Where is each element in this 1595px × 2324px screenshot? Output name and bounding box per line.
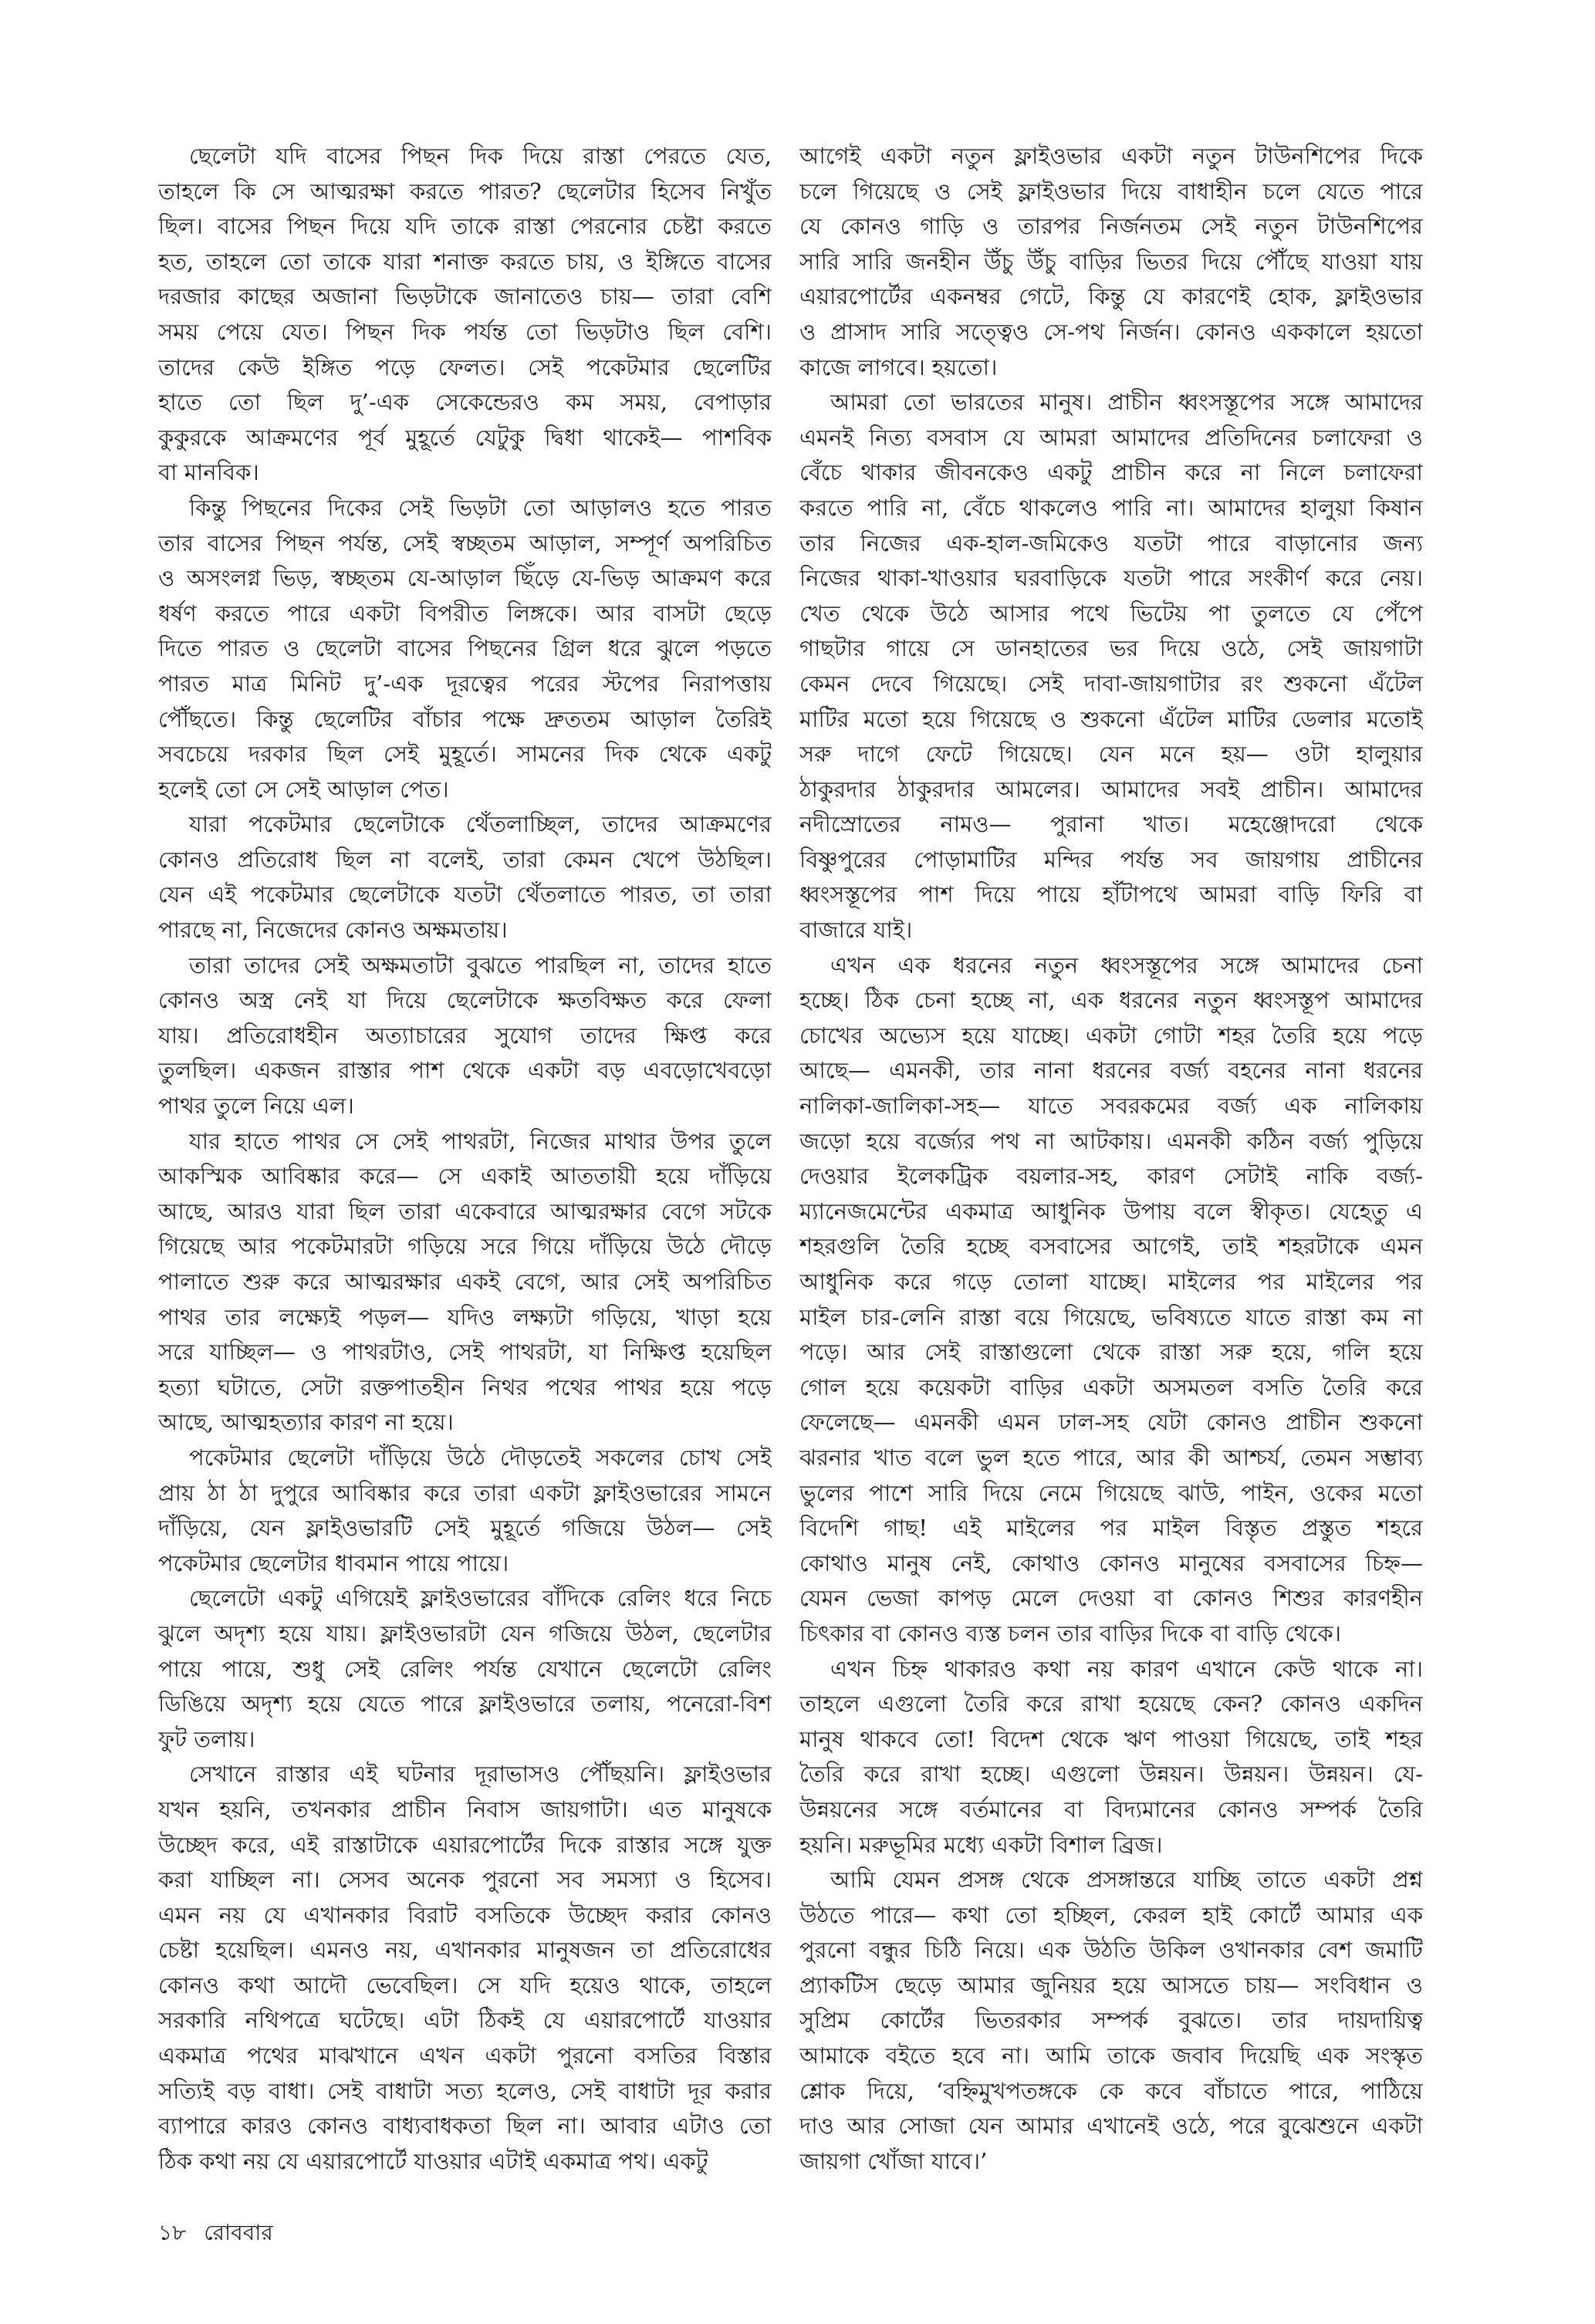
page-footer: [158, 2216, 284, 2252]
text-line: চলে গিয়েছে ও সেই ফ্লাইওভার দিয়ে বাধাহীন চলে যেতে পারে: [799, 177, 1423, 204]
text-line: ছেলেটো একটু এগিয়েই ফ্লাইওভারের বাঁদিকে রেলিং ধরে নিচে: [189, 1585, 772, 1612]
text-line: যখন হয়নি, তখনকার প্রাচীন নিবাস জায়গাটা। এত মানুষকে: [158, 1795, 772, 1822]
text-line: সারি সারি জনহীন উঁচু উঁচু বাড়ির ভিতর দিয়ে পৌঁছে যাওয়া যায়: [799, 248, 1423, 275]
text-line: পুরনো বন্ধুর চিঠি নিয়ে। এক উঠতি উকিল ওখানকার বেশ জমাটি: [799, 1937, 1423, 1964]
text-line: ঠাকুরদার ঠাকুরদার আমলের। আমাদের সবই প্রাচীন। আমাদের: [799, 775, 1423, 802]
text-line: ঝুলে অদৃশ্য হয়ে যায়। ফ্লাইওভারটা যেন গজিয়ে উঠল, ছেলেটার: [158, 1620, 772, 1647]
text-line: কিন্তু পিছনের দিকের সেই ভিড়টা তো আড়ালও হতে পারত: [189, 494, 772, 521]
text-line: পায়ে পায়ে, শুধু সেই রেলিং পর্যন্ত যেখানে ছেলেটো রেলিং: [158, 1655, 772, 1682]
text-line: এমন নয় যে এখানকার বিরাট বসতিকে উচ্ছেদ করার কোনও: [158, 1901, 772, 1928]
text-line: তাদের কেউ ইঙ্গিত পড়ে ফেলত। সেই পকেটমার ছেলেটির: [158, 353, 772, 380]
text-line: কুকুরকে আক্রমণের পূর্ব মুহূর্তে যেটুকু দ্বিধা থাকেই— পাশবিক: [158, 424, 772, 451]
text-line: দিতে পারত ও ছেলেটা বাসের পিছনের গ্রিল ধরে ঝুলে পড়তে: [158, 635, 772, 662]
text-line: কোনও অস্ত্র নেই যা দিয়ে ছেলেটাকে ক্ষতবিক্ষত করে ফেলা: [158, 987, 772, 1014]
right-column: [799, 139, 1423, 2179]
text-line: বাজারে যাই।: [799, 917, 913, 944]
text-line: আছে— এমনকী, তার নানা ধরনের বর্জ্য বহনের নানা ধরনের: [799, 1057, 1423, 1084]
text-line: যেন এই পকেটমার ছেলেটাকে যতটা থেঁতলাতে পারত, তা তারা: [158, 881, 772, 908]
text-line: ফুট তলায়।: [158, 1725, 255, 1752]
text-line: করতে পারি না, বেঁচে থাকলেও পারি না। আমাদের হালুয়া কিষান: [799, 494, 1423, 521]
text-line: ও প্রাসাদ সারি সত্ত্বেও সে-পথ নির্জন। কোনও এককালে হয়তো: [799, 318, 1423, 345]
text-line: কোনও কথা আদৌ ভেবেছিল। সে যদি হয়েও থাকে, তাহলে: [158, 1971, 772, 1998]
text-line: আছে, আরও যারা ছিল তারা একেবারে আত্মরক্ষার বেগে সটকে: [158, 1197, 772, 1224]
paragraph: [799, 1652, 1423, 1863]
text-line: ডিঙিয়ে অদৃশ্য হয়ে যেতে পারে ফ্লাইওভারে তলায়, পনেরো-বিশ: [158, 1691, 772, 1718]
text-line: সরু দাগে ফেটে গিয়েছে। যেন মনে হয়— ওটা হালুয়ার: [799, 741, 1423, 768]
text-line: তারা তাদের সেই অক্ষমতাটা বুঝতে পারছিল না, তাদের হাতে: [189, 951, 772, 978]
text-line: কোথাও মানুষ নেই, কোথাও কোনও মানুষের বসবাসের চিহ্ন—: [799, 1549, 1423, 1576]
text-line: উঠতে পারে— কথা তো হচ্ছিল, কেরল হাই কোর্টে আমার এক: [799, 1901, 1423, 1928]
text-line: হাতে তো ছিল দু’-এক সেকেন্ডেরও কম সময়, বেপাড়ার: [158, 389, 772, 416]
text-line: চেষ্টা হয়েছিল। এমনও নয়, এখানকার মানুষজন তা প্রতিরোধের: [158, 1937, 772, 1964]
text-line: চিৎকার বা কোনও ব্যস্ত চলন তার বাড়ির দিকে বা বাড়ি থেকে।: [799, 1620, 1341, 1647]
text-line: ও অসংলগ্ন ভিড়, স্বচ্ছতম যে-আড়াল ছিঁড়ে যে-ভিড় আক্রমণ করে: [158, 565, 772, 592]
text-line: তার বাসের পিছন পর্যন্ত, সেই স্বচ্ছতম আড়াল, সম্পূর্ণ অপরিচিত: [158, 529, 772, 556]
text-line: সরে যাচ্ছিল— ও পাথরটাও, সেই পাথরটা, যা নিক্ষিপ্ত হয়েছিল: [158, 1339, 772, 1366]
text-line: এখন চিহ্ন থাকারও কথা নয় কারণ এখানে কেউ থাকে না।: [830, 1655, 1423, 1682]
text-line: পকেটমার ছেলেটার ধাবমান পায়ে পায়ে।: [158, 1549, 509, 1576]
text-line: ব্যাপারে কারও কোনও বাধ্যবাধকতা ছিল না। আবার এটাও তো: [158, 2113, 772, 2140]
text-line: মাটির মতো হয়ে গিয়েছে ও শুকনো এঁটেল মাটির ডেলার মতোই: [799, 705, 1423, 732]
text-line: সুপ্রিম কোর্টের ভিতরকার সম্পর্ক বুঝতে। তার দায়দায়িত্ব: [799, 2007, 1423, 2034]
text-line: বিদেশি গাছ! এই মাইলের পর মাইল বিস্তৃত প্রস্তুত শহরে: [799, 1515, 1423, 1542]
paragraph: [799, 1863, 1423, 2179]
text-line: আধুনিক করে গড়ে তোলা যাচ্ছে। মাইলের পর মাইলের পর: [799, 1268, 1423, 1295]
text-line: যায়। প্রতিরোধহীন অত্যাচারের সুযোগ তাদের ক্ষিপ্ত করে: [158, 1022, 772, 1049]
text-line: বেঁচে থাকার জীবনকেও একটু প্রাচীন করে না নিলে চলাফেরা: [799, 459, 1423, 486]
text-line: আমি যেমন প্রসঙ্গ থেকে প্রসঙ্গান্তরে যাচ্ছি তাতে একটা প্রশ্ন: [830, 1866, 1423, 1893]
text-line: জড়ো হয়ে বর্জ্যের পথ না আটকায়। এমনকী কঠিন বর্জ্য পুড়িয়ে: [799, 1127, 1423, 1154]
text-line: চোখের অভ্যেস হয়ে যাচ্ছে। একটা গোটা শহর তৈরি হয়ে পড়ে: [799, 1022, 1423, 1049]
text-line: গিয়েছে আর পকেটমারটা গড়িয়ে সরে গিয়ে দাঁড়িয়ে উঠে দৌড়ে: [158, 1233, 772, 1260]
left-column: [158, 139, 772, 2179]
text-line: আছে, আত্মহত্যার কারণ না হয়ে।: [158, 1409, 454, 1436]
paragraph: [158, 948, 772, 1124]
text-line: পৌঁছতে। কিন্তু ছেলেটির বাঁচার পক্ষে দ্রুততম আড়াল তৈরিই: [158, 705, 772, 732]
text-line: ফেলেছে— এমনকী এমন ঢাল-সহ যেটা কোনও প্রাচীন শুকনো: [799, 1409, 1423, 1436]
text-line: ম্যানেজমেন্টের একমাত্র আধুনিক উপায় বলে স্বীকৃত। যেহেতু এ: [799, 1197, 1423, 1224]
text-line: পাথর তুলে নিয়ে এল।: [158, 1093, 354, 1120]
text-line: সরকারি নথিপত্রে ঘটেছে। এটা ঠিকই যে এয়ারপোর্টে যাওয়ার: [158, 2007, 772, 2034]
text-line: যেমন ভেজা কাপড় মেলে দেওয়া বা কোনও শিশুর কারণহীন: [799, 1585, 1423, 1612]
text-line: তৈরি করে রাখা হচ্ছে। এগুলো উন্নয়ন। উন্নয়ন। উন্নয়ন। যে-: [799, 1761, 1423, 1788]
text-line: আমাকে বইতে হবে না। আমি তাকে জবাব দিয়েছি এক সংস্কৃত: [799, 2042, 1423, 2069]
paragraph: [158, 1124, 772, 1441]
text-line: হয়নি। মরুভূমির মধ্যে একটা বিশাল ব্রিজ।: [799, 1831, 1163, 1858]
text-line: নিজের থাকা-খাওয়ার ঘরবাড়িকে যতটা পারে সংকীর্ণ করে নেয়।: [799, 565, 1423, 592]
text-line: মাইল চার-লেনি রাস্তা বয়ে গিয়েছে, ভবিষ্যতে যাতে রাস্তা কম না: [799, 1303, 1423, 1330]
text-line: হত, তাহলে তো তাকে যারা শনাক্ত করতে চায়, ও ইঙ্গিতে বাসের: [158, 248, 772, 275]
text-line: গাছটার গায়ে সে ডানহাতের ভর দিয়ে ওঠে, সেই জায়গাটা: [799, 635, 1423, 662]
text-line: কেমন দেবে গিয়েছে। সেই দাবা-জায়গাটার রং শুকনো এঁটেল: [799, 670, 1423, 697]
paragraph: [158, 1441, 772, 1581]
text-line: জায়গা খোঁজা যাবে।’: [799, 2147, 988, 2174]
text-line: ধ্বংসস্তূপের পাশ দিয়ে পায়ে হাঁটাপথে আমরা বাড়ি ফিরি বা: [799, 881, 1423, 908]
page-number: ১৮: [158, 2220, 187, 2245]
text-line: ছিল। বাসের পিছন দিয়ে যদি তাকে রাস্তা পেরনোর চেষ্টা করতে: [158, 213, 772, 240]
text-line: এখন এক ধরনের নতুন ধ্বংসস্তূপের সঙ্গে আমাদের চেনা: [830, 951, 1423, 978]
text-line: তাহলে এগুলো তৈরি করে রাখা হয়েছে কেন? কোনও একদিন: [799, 1691, 1423, 1718]
paragraph: [799, 948, 1423, 1652]
text-line: ধর্ষণ করতে পারে একটা বিপরীত লিঙ্গকে। আর বাসটা ছেড়ে: [158, 600, 772, 627]
text-line: গোল হয়ে কয়েকটা বাড়ির একটা অসমতল বসতি তৈরি করে: [799, 1373, 1423, 1400]
publication-name: রোববার: [204, 2220, 273, 2245]
text-line: দেওয়ার ইলেকট্রিক বয়লার-সহ, কারণ সেটাই নাকি বর্জ্য-: [799, 1163, 1423, 1190]
text-line: এমনই নিত্য বসবাস যে আমরা আমাদের প্রতিদিনের চলাফেরা ও: [799, 424, 1423, 451]
text-line: ভুলের পাশে সারি দিয়ে নেমে গিয়েছে ঝাউ, পাইন, ওকের মতো: [799, 1479, 1423, 1506]
text-line: উন্নয়নের সঙ্গে বর্তমানের বা বিদ্যমানের কোনও সম্পর্ক তৈরি: [799, 1795, 1423, 1822]
text-line: পাথর তার লক্ষ্যেই পড়ল— যদিও লক্ষ্যটা গড়িয়ে, খাড়া হয়ে: [158, 1303, 772, 1330]
text-line: যার হাতে পাথর সে সেই পাথরটা, নিজের মাথার উপর তুলে: [189, 1127, 772, 1154]
text-line: নদীস্রোতের নামও— পুরানা খাত। মহেঞ্জোদরো থেকে: [799, 811, 1423, 838]
text-line: প্রায় ঠা ঠা দুপুরে আবিষ্কার করে তারা একটা ফ্লাইওভারের সামনে: [158, 1479, 772, 1506]
paragraph: [799, 139, 1423, 385]
paragraph: [158, 807, 772, 948]
text-line: হচ্ছে। ঠিক চেনা হচ্ছে না, এক ধরনের নতুন ধ্বংসস্তূপ আমাদের: [799, 987, 1423, 1014]
text-line: আকস্মিক আবিষ্কার করে— সে একাই আততায়ী হয়ে দাঁড়িয়ে: [158, 1163, 772, 1190]
text-line: করা যাচ্ছিল না। সেসব অনেক পুরনো সব সমস্যা ও হিসেব।: [158, 1866, 772, 1893]
text-line: আগেই একটা নতুন ফ্লাইওভার একটা নতুন টাউনশিপের দিকে: [799, 143, 1423, 169]
text-line: প্র্যাকটিস ছেড়ে আমার জুনিয়র হয়ে আসতে চায়— সংবিধান ও: [799, 1971, 1423, 1998]
text-line: সত্যিই বড় বাধা। সেই বাধাটা সত্য হলেও, সেই বাধাটা দূর করার: [158, 2077, 772, 2104]
text-line: ছেলেটা যদি বাসের পিছন দিক দিয়ে রাস্তা পেরতে যেত,: [189, 143, 772, 169]
paragraph: [799, 385, 1423, 948]
text-line: পারত মাত্র মিনিট দু’-এক দূরত্বের পরের স্টপের নিরাপত্তায়: [158, 670, 772, 697]
paragraph: [158, 1581, 772, 1757]
text-line: মানুষ থাকবে তো! বিদেশ থেকে ঋণ পাওয়া গিয়েছে, তাই শহর: [799, 1725, 1423, 1752]
text-line: হত্যা ঘটাতে, সেটা রক্তপাতহীন নিথর পথের পাথর হয়ে পড়ে: [158, 1373, 772, 1400]
text-line: পড়ে। আর সেই রাস্তাগুলো থেকে রাস্তা সরু হয়ে, গলি হয়ে: [799, 1339, 1423, 1366]
text-line: সময় পেয়ে যেত। পিছন দিক পর্যন্ত তো ভিড়টাও ছিল বেশি।: [158, 318, 772, 345]
text-line: একমাত্র পথের মাঝখানে এখন একটা পুরনো বসতির বিস্তার: [158, 2042, 772, 2069]
text-line: উচ্ছেদ করে, এই রাস্তাটাকে এয়ারপোর্টের দিকে রাস্তার সঙ্গে যুক্ত: [158, 1831, 772, 1858]
text-line: তুলছিল। একজন রাস্তার পাশ থেকে একটা বড় এবড়োখেবড়ো: [158, 1057, 772, 1084]
text-line: যারা পকেটমার ছেলেটাকে থেঁতলাচ্ছিল, তাদের আক্রমণের: [189, 811, 772, 838]
text-line: পারছে না, নিজেদের কোনও অক্ষমতায়।: [158, 917, 508, 944]
text-line: হলেই তো সে সেই আড়াল পেত।: [158, 775, 449, 802]
text-line: তার নিজের এক-হাল-জমিকেও যতটা পারে বাড়ানোর জন্য: [799, 529, 1423, 556]
paragraph: [158, 1757, 772, 2179]
text-line: আমরা তো ভারতের মানুষ। প্রাচীন ধ্বংসস্তূপের সঙ্গে আমাদের: [830, 389, 1423, 416]
text-line: এয়ারপোর্টের একনম্বর গেটে, কিন্তু যে কারণেই হোক, ফ্লাইওভার: [799, 283, 1423, 310]
text-line: দরজার কাছের অজানা ভিড়টাকে জানাতেও চায়— তারা বেশি: [158, 283, 772, 310]
text-line: শ্লোক দিয়ে, ‘বহ্নিমুখপতঙ্গকে কে কবে বাঁচাতে পারে, পাঠিয়ে: [799, 2077, 1423, 2104]
text-line: বা মানবিক।: [158, 459, 259, 486]
text-line: পালাতে শুরু করে আত্মরক্ষার একই বেগে, আর সেই অপরিচিত: [158, 1268, 772, 1295]
text-line: ঠিক কথা নয় যে এয়ারপোর্টে যাওয়ার এটাই একমাত্র পথ। একটু: [158, 2147, 708, 2174]
text-line: দাঁড়িয়ে, যেন ফ্লাইওভারটি সেই মুহূর্তে গজিয়ে উঠল— সেই: [158, 1515, 772, 1542]
text-line: বিষ্ণুপুরের পোড়ামাটির মন্দির পর্যন্ত সব জায়গায় প্রাচীনের: [799, 846, 1423, 873]
text-line: খেত থেকে উঠে আসার পথে ভিটেয় পা তুলতে যে পেঁপে: [799, 600, 1423, 627]
text-line: কাজে লাগবে। হয়তো।: [799, 353, 998, 380]
text-line: ঝরনার খাত বলে ভুল হতে পারে, আর কী আশ্চর্য, তেমন সম্ভাব্য: [799, 1444, 1423, 1471]
text-line: তাহলে কি সে আত্মরক্ষা করতে পারত? ছেলেটার হিসেব নিখুঁত: [158, 177, 772, 204]
paragraph: [158, 139, 772, 491]
text-line: নালিকা-জালিকা-সহ— যাতে সবরকমের বর্জ্য এক নালিকায়: [799, 1093, 1423, 1120]
text-line: দাও আর সোজা যেন আমার এখানেই ওঠে, পরে বুঝেশুনে একটা: [799, 2113, 1423, 2140]
text-line: সবচেয়ে দরকার ছিল সেই মুহূর্তে। সামনের দিক থেকে একটু: [158, 741, 772, 768]
text-line: যে কোনও গাড়ি ও তারপর নির্জনতম সেই নতুন টাউনশিপের: [799, 213, 1423, 240]
paragraph: [158, 491, 772, 807]
text-line: সেখানে রাস্তার এই ঘটনার দূরাভাসও পৌঁছয়নি। ফ্লাইওভার: [189, 1761, 772, 1788]
text-line: কোনও প্রতিরোধ ছিল না বলেই, তারা কেমন খেপে উঠছিল।: [158, 846, 772, 873]
text-line: পকেটমার ছেলেটা দাঁড়িয়ে উঠে দৌড়তেই সকলের চোখ সেই: [189, 1444, 772, 1471]
text-line: শহরগুলি তৈরি হচ্ছে বসবাসের আগেই, তাই শহরটাকে এমন: [799, 1233, 1423, 1260]
